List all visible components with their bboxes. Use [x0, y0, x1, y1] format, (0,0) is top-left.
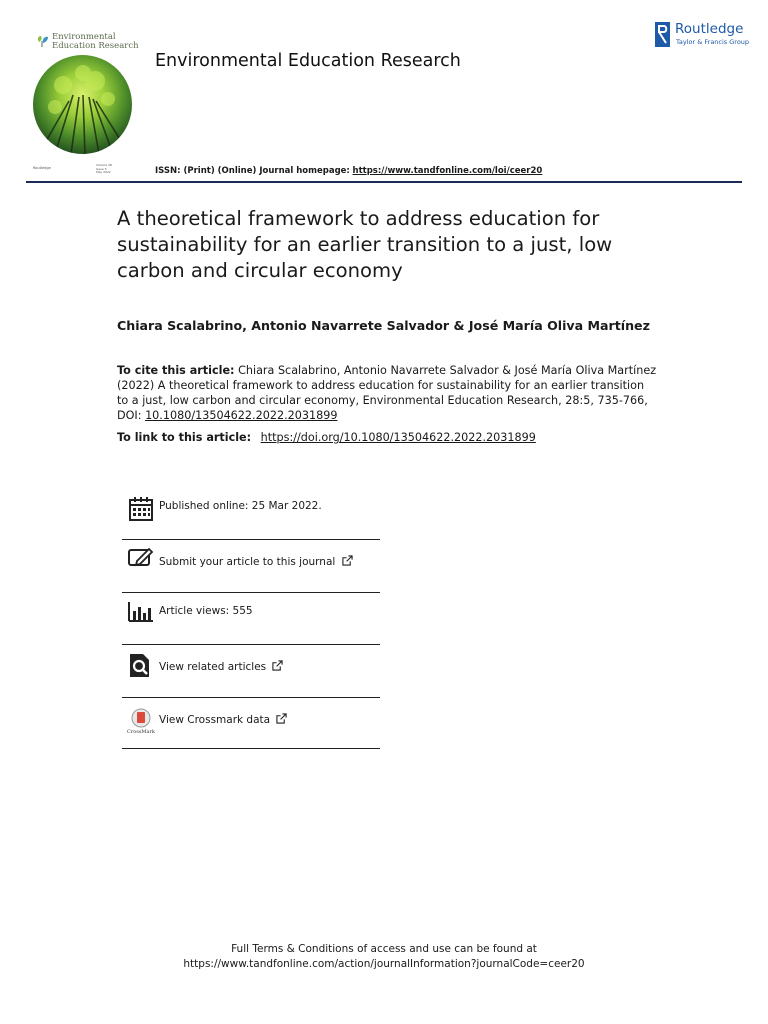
cite-label: To cite this article:: [117, 364, 235, 377]
mini-issue-line: Volume 28: [96, 163, 112, 167]
mini-issue-line: Issue 5: [96, 166, 107, 171]
journal-homepage-link[interactable]: https://www.tandfonline.com/loi/ceer20: [352, 166, 543, 176]
external-link-icon: [342, 555, 353, 566]
header-divider: [26, 181, 742, 183]
submit-article-label: Submit your article to this journal: [159, 556, 336, 568]
info-row-related[interactable]: [122, 644, 380, 696]
article-authors: Chiara Scalabrino, Antonio Navarrete Salvador & José María Oliva Martínez: [117, 318, 650, 333]
article-title: A theoretical framework to address education for sustainability for an earlier transition to a just, low carbon and circular economy: [117, 207, 613, 282]
info-row-published: [122, 487, 380, 539]
mini-routledge-logo: Routledge: [33, 166, 51, 170]
info-row-crossmark[interactable]: [122, 697, 380, 749]
published-date: Published online: 25 Mar 2022.: [159, 500, 322, 512]
article-views: Article views: 555: [159, 605, 253, 617]
footer-terms: [0, 942, 768, 972]
crossmark-logo-text: CrossMark: [127, 729, 155, 735]
related-articles-label: View related articles: [159, 661, 267, 673]
article-link[interactable]: https://doi.org/10.1080/13504622.2022.2031899: [260, 431, 536, 444]
citation-text: Chiara Scalabrino, Antonio Navarrete Salvador & José María Oliva Martínez (2022) A theoretical framework to address education for sustainability for an earlier transition to a just, low carbon and circular economy, Environmental Education Research, 28:5, 735-766, DOI:: [117, 364, 657, 422]
issn-label: ISSN: (Print) (Online) Journal homepage:: [155, 166, 350, 176]
journal-logo-text: [52, 33, 139, 51]
mini-issue-line: May 2022: [96, 170, 111, 174]
footer-terms-link[interactable]: https://www.tandfonline.com/action/journalInformation?journalCode=ceer20: [183, 958, 585, 970]
divider: [122, 697, 380, 698]
crossmark-label: View Crossmark data: [159, 714, 271, 726]
info-row-views: [122, 592, 380, 644]
footer-line1: Full Terms & Conditions of access and use can be found at: [231, 943, 537, 955]
crossmark-link[interactable]: [159, 713, 287, 726]
edit-icon: [127, 545, 155, 573]
related-articles-link[interactable]: [159, 660, 283, 673]
related-search-icon: [127, 652, 155, 680]
divider: [122, 748, 380, 749]
publisher-name: Routledge: [675, 21, 744, 37]
issn-line: [155, 166, 542, 176]
journal-logo-line1: Environmental: [52, 32, 116, 42]
citation-block: [117, 363, 657, 423]
external-link-icon: [272, 660, 283, 671]
submit-article-link[interactable]: [159, 555, 353, 568]
external-link-icon: [276, 713, 287, 724]
journal-cover-image: [33, 55, 132, 154]
divider: [122, 539, 380, 540]
article-link-line: [117, 431, 536, 444]
link-label: To link to this article:: [117, 431, 252, 444]
journal-logo-line2: Education Research: [52, 41, 139, 51]
mini-issue-info: [96, 164, 112, 175]
divider: [122, 644, 380, 645]
routledge-logo-icon: [655, 22, 670, 47]
bar-chart-icon: [127, 600, 155, 628]
calendar-icon: [127, 495, 155, 523]
journal-title: Environmental Education Research: [155, 51, 461, 71]
journal-logo-icon: [36, 34, 50, 48]
info-row-submit[interactable]: [122, 539, 380, 591]
publisher-subtitle: Taylor & Francis Group: [676, 38, 750, 46]
divider: [122, 592, 380, 593]
crossmark-icon: [127, 707, 155, 735]
doi-link[interactable]: 10.1080/13504622.2022.2031899: [145, 409, 338, 422]
